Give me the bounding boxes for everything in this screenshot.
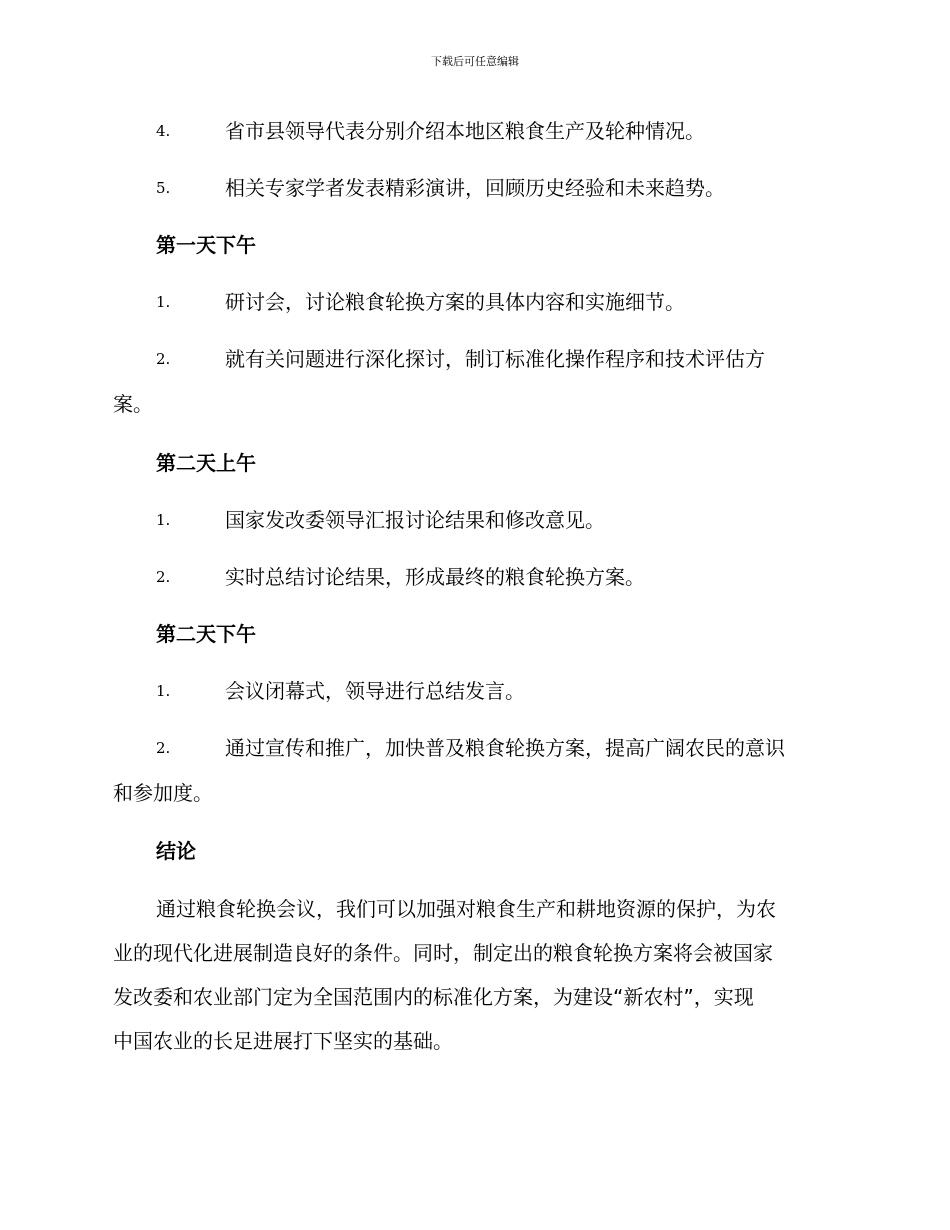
list-number: 1. xyxy=(156,682,171,700)
list-text: 国家发改委领导汇报讨论结果和修改意见。 xyxy=(225,508,605,532)
list-text: 实时总结讨论结果，形成最终的粮食轮换方案。 xyxy=(225,565,645,589)
list-text-continuation: 案。 xyxy=(113,392,153,416)
section-heading-text: 第二天上午 xyxy=(156,451,256,475)
paragraph-line: 业的现代化进展制造良好的条件。同时，制定出的粮食轮换方案将会被国家 xyxy=(113,941,773,965)
conclusion-heading-text: 结论 xyxy=(156,839,196,863)
paragraph-line: 通过粮食轮换会议，我们可以加强对粮食生产和耕地资源的保护，为农 xyxy=(156,897,776,921)
list-text: 相关专家学者发表精彩演讲，回顾历史经验和未来趋势。 xyxy=(225,176,725,200)
list-number: 2. xyxy=(156,739,171,757)
paragraph-line: 发改委和农业部门定为全国范围内的标准化方案，为建设“新农村”，实现 xyxy=(113,985,754,1009)
page-header: 下载后可任意编辑 xyxy=(431,55,519,68)
list-number: 2. xyxy=(156,350,171,368)
paragraph-line: 中国农业的长足进展打下坚实的基础。 xyxy=(113,1029,453,1053)
section-heading-text: 第二天下午 xyxy=(156,622,256,646)
list-number: 4. xyxy=(156,122,171,140)
list-text: 省市县领导代表分别介绍本地区粮食生产及轮种情况。 xyxy=(225,119,705,143)
section-heading-text: 第一天下午 xyxy=(156,233,256,257)
list-number: 1. xyxy=(156,293,171,311)
list-number: 5. xyxy=(156,179,171,197)
list-number: 2. xyxy=(156,568,171,586)
list-number: 1. xyxy=(156,511,171,529)
list-text: 就有关问题进行深化探讨，制订标准化操作程序和技术评估方 xyxy=(225,347,765,371)
list-text-continuation: 和参加度。 xyxy=(113,781,213,805)
list-text: 会议闭幕式，领导进行总结发言。 xyxy=(225,679,525,703)
list-text: 通过宣传和推广，加快普及粮食轮换方案，提高广阔农民的意识 xyxy=(225,736,785,760)
list-text: 研讨会，讨论粮食轮换方案的具体内容和实施细节。 xyxy=(225,290,685,314)
